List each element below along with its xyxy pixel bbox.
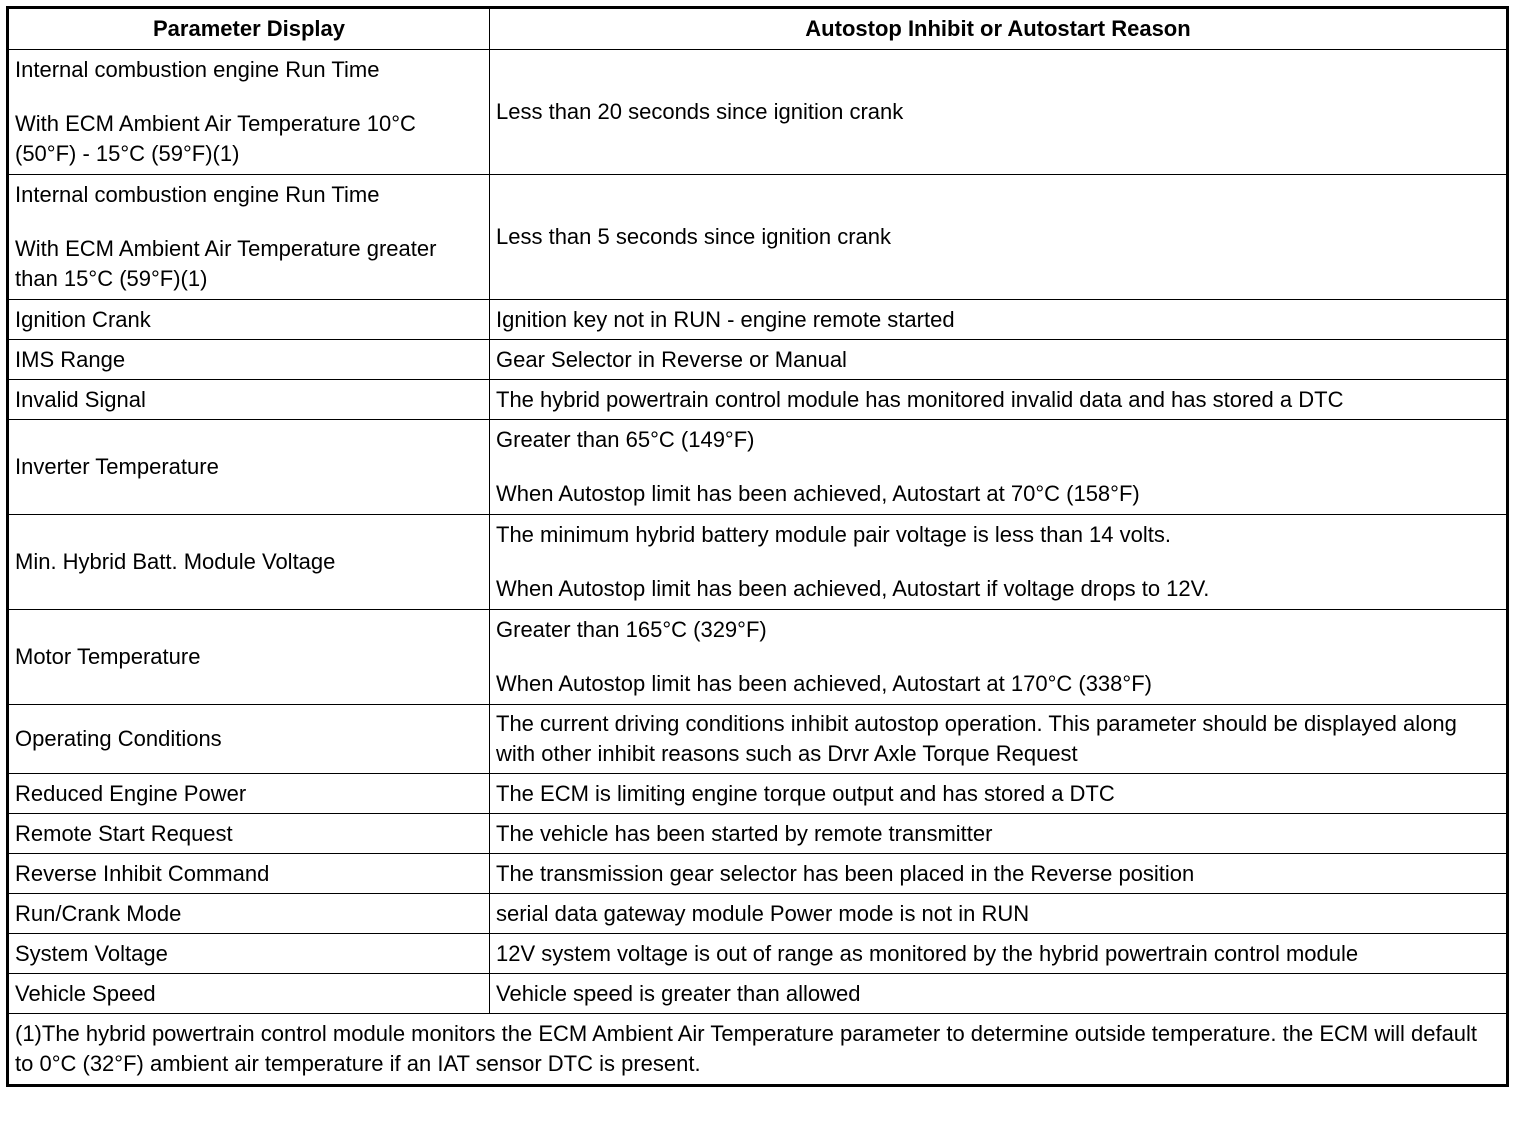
table-row — [8, 420, 1508, 515]
reason-cell — [490, 610, 1508, 705]
parameter-text: Internal combustion engine Run Time — [15, 182, 380, 207]
table-row — [8, 50, 1508, 175]
reason-cell: Gear Selector in Reverse or Manual — [490, 340, 1508, 380]
reason-cell: The transmission gear selector has been placed in the Reverse position — [490, 854, 1508, 894]
reason-cell: Ignition key not in RUN - engine remote started — [490, 300, 1508, 340]
parameter-cell: Inverter Temperature — [8, 420, 490, 515]
reason-cell: The current driving conditions inhibit autostop operation. This parameter should be displayed along with other inhibit reasons such as Drvr Axle Torque Request — [490, 705, 1508, 774]
parameter-cell: IMS Range — [8, 340, 490, 380]
table-row — [8, 934, 1508, 974]
parameter-cell: Run/Crank Mode — [8, 894, 490, 934]
table-row — [8, 974, 1508, 1014]
footnote-row — [8, 1014, 1508, 1086]
table-row — [8, 380, 1508, 420]
parameter-table — [6, 6, 1509, 1087]
table-row — [8, 814, 1508, 854]
reason-cell: The vehicle has been started by remote transmitter — [490, 814, 1508, 854]
reason-text: Less than 5 seconds since ignition crank — [496, 224, 892, 249]
parameter-cell: System Voltage — [8, 934, 490, 974]
footnote: (1)The hybrid powertrain control module monitors the ECM Ambient Air Temperature parameter to determine outside temperature. the ECM will default to 0°C (32°F) ambient air temperature if an IAT sensor DTC is present. — [8, 1014, 1508, 1086]
reason-cell — [490, 175, 1508, 300]
reason-cell — [490, 50, 1508, 175]
reason-text: When Autostop limit has been achieved, Autostart at 170°C (338°F) — [496, 671, 1152, 696]
reason-cell: 12V system voltage is out of range as monitored by the hybrid powertrain control module — [490, 934, 1508, 974]
table-row — [8, 705, 1508, 774]
parameter-cell: Invalid Signal — [8, 380, 490, 420]
parameter-text: With ECM Ambient Air Temperature greater than 15°C (59°F)(1) — [15, 236, 437, 291]
table-row — [8, 894, 1508, 934]
reason-text: When Autostop limit has been achieved, Autostart if voltage drops to 12V. — [496, 576, 1210, 601]
header-autostop-reason: Autostop Inhibit or Autostart Reason — [490, 8, 1508, 50]
reason-text: Less than 20 seconds since ignition crank — [496, 99, 904, 124]
parameter-cell: Ignition Crank — [8, 300, 490, 340]
reason-text: Greater than 165°C (329°F) — [496, 617, 767, 642]
table-row — [8, 515, 1508, 610]
table-row — [8, 774, 1508, 814]
parameter-cell: Reduced Engine Power — [8, 774, 490, 814]
parameter-cell: Reverse Inhibit Command — [8, 854, 490, 894]
parameter-cell: Remote Start Request — [8, 814, 490, 854]
parameter-cell: Operating Conditions — [8, 705, 490, 774]
reason-cell — [490, 515, 1508, 610]
reason-cell: Vehicle speed is greater than allowed — [490, 974, 1508, 1014]
reason-text: The minimum hybrid battery module pair voltage is less than 14 volts. — [496, 522, 1171, 547]
table-row — [8, 175, 1508, 300]
header-row — [8, 8, 1508, 50]
parameter-cell — [8, 175, 490, 300]
parameter-cell: Vehicle Speed — [8, 974, 490, 1014]
reason-cell: The hybrid powertrain control module has monitored invalid data and has stored a DTC — [490, 380, 1508, 420]
reason-cell — [490, 420, 1508, 515]
table-row — [8, 340, 1508, 380]
header-parameter-display: Parameter Display — [8, 8, 490, 50]
parameter-cell: Min. Hybrid Batt. Module Voltage — [8, 515, 490, 610]
parameter-cell: Motor Temperature — [8, 610, 490, 705]
table-row — [8, 610, 1508, 705]
reason-text: Greater than 65°C (149°F) — [496, 427, 755, 452]
table-row — [8, 300, 1508, 340]
reason-cell: serial data gateway module Power mode is not in RUN — [490, 894, 1508, 934]
table-row — [8, 854, 1508, 894]
parameter-cell — [8, 50, 490, 175]
reason-cell: The ECM is limiting engine torque output and has stored a DTC — [490, 774, 1508, 814]
parameter-text: Internal combustion engine Run Time — [15, 57, 380, 82]
parameter-text: With ECM Ambient Air Temperature 10°C (50°F) - 15°C (59°F)(1) — [15, 111, 416, 166]
reason-text: When Autostop limit has been achieved, Autostart at 70°C (158°F) — [496, 481, 1140, 506]
